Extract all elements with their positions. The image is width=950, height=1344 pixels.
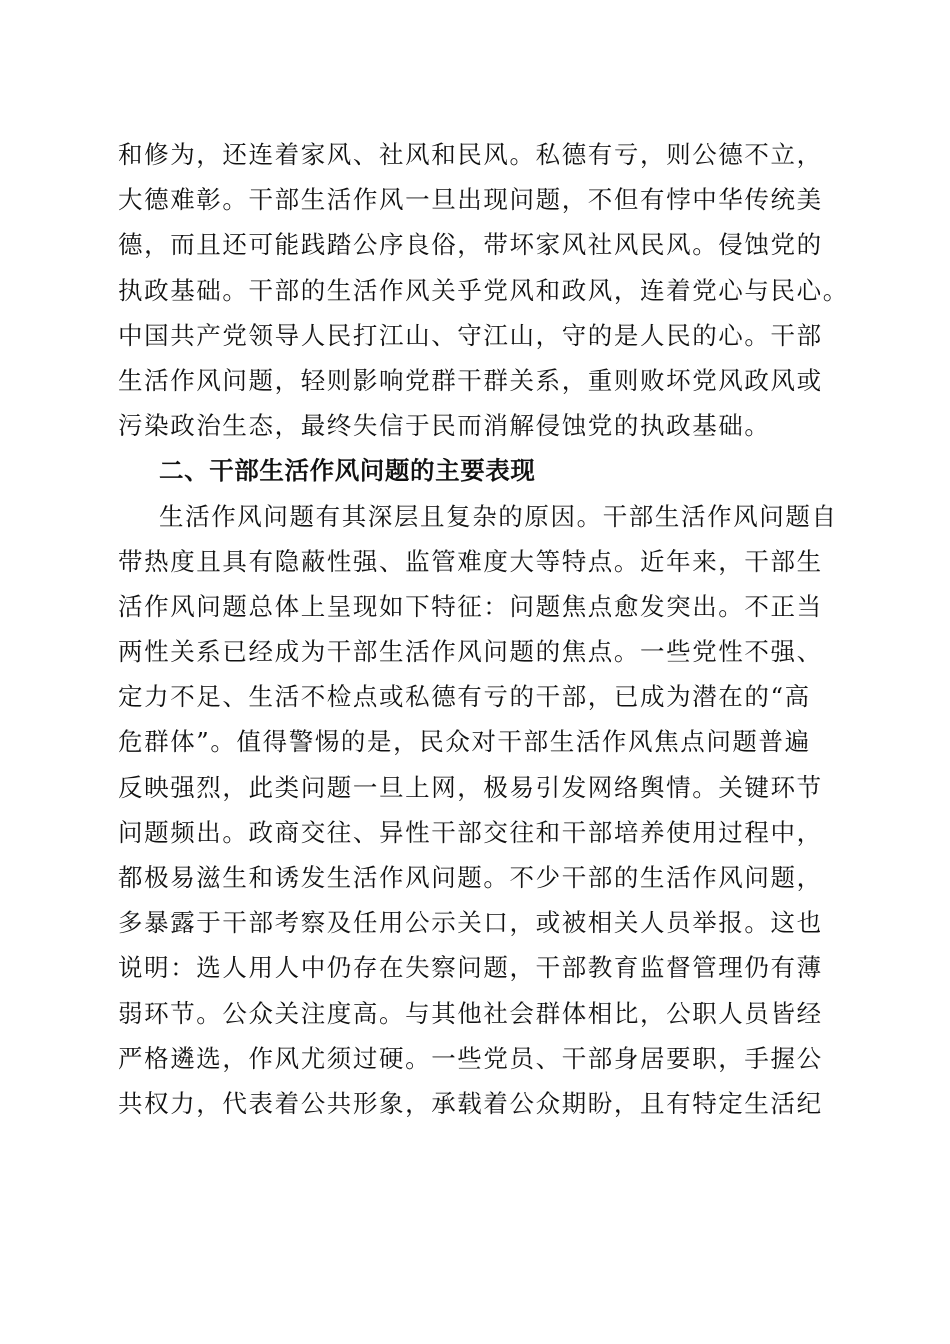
document-body bbox=[118, 132, 849, 1126]
text-line: 生活作风问题有其深层且复杂的原因。干部生活作风问题自 bbox=[159, 501, 838, 531]
text-line: 严格遴选，作风尤须过硬。一些党员、干部身居要职，手握公 bbox=[118, 1043, 823, 1073]
text-line: 中国共产党领导人民打江山、守江山，守的是人民的心。干部 bbox=[118, 320, 823, 350]
text-line: 生活作风问题，轻则影响党群干群关系，重则败坏党风政风或 bbox=[118, 365, 823, 395]
text-line: 危群体”。值得警惕的是，民众对干部生活作风焦点问题普遍 bbox=[118, 727, 811, 757]
text-line: 活作风问题总体上呈现如下特征：问题焦点愈发突出。不正当 bbox=[118, 591, 823, 621]
text-line: 问题频出。政商交往、异性干部交往和干部培养使用过程中， bbox=[118, 817, 823, 847]
paragraph-continued bbox=[118, 132, 849, 448]
text-line: 共权力，代表着公共形象，承载着公众期盼，且有特定生活纪 bbox=[118, 1088, 823, 1118]
text-line: 德，而且还可能践踏公序良俗，带坏家风社风民风。侵蚀党的 bbox=[118, 230, 823, 260]
text-line: 都极易滋生和诱发生活作风问题。不少干部的生活作风问题， bbox=[118, 863, 823, 892]
text-line: 说明：选人用人中仍存在失察问题，干部教育监督管理仍有薄 bbox=[118, 953, 823, 983]
text-line: 定力不足、生活不检点或私德有亏的干部，已成为潜在的“高 bbox=[118, 682, 811, 712]
text-line: 大德难彰。干部生活作风一旦出现问题，不但有悖中华传统美 bbox=[118, 185, 823, 215]
text-line: 执政基础。干部的生活作风关乎党风和政风，连着党心与民心。 bbox=[118, 275, 849, 305]
section-heading: 二、干部生活作风问题的主要表现 bbox=[159, 456, 536, 486]
text-line: 弱环节。公众关注度高。与其他社会群体相比，公职人员皆经 bbox=[118, 998, 823, 1028]
text-line: 带热度且具有隐蔽性强、监管难度大等特点。近年来，干部生 bbox=[118, 546, 823, 576]
text-line: 反映强烈，此类问题一旦上网，极易引发网络舆情。关键环节 bbox=[118, 772, 823, 802]
paragraph-main-manifestations bbox=[118, 494, 838, 1127]
text-line: 多暴露于干部考察及任用公示关口，或被相关人员举报。这也 bbox=[118, 908, 823, 938]
text-line: 污染政治生态，最终失信于民而消解侵蚀党的执政基础。 bbox=[118, 411, 771, 441]
text-line: 两性关系已经成为干部生活作风问题的焦点。一些党性不强、 bbox=[118, 637, 823, 667]
text-line: 和修为，还连着家风、社风和民风。私德有亏，则公德不立， bbox=[118, 140, 823, 169]
